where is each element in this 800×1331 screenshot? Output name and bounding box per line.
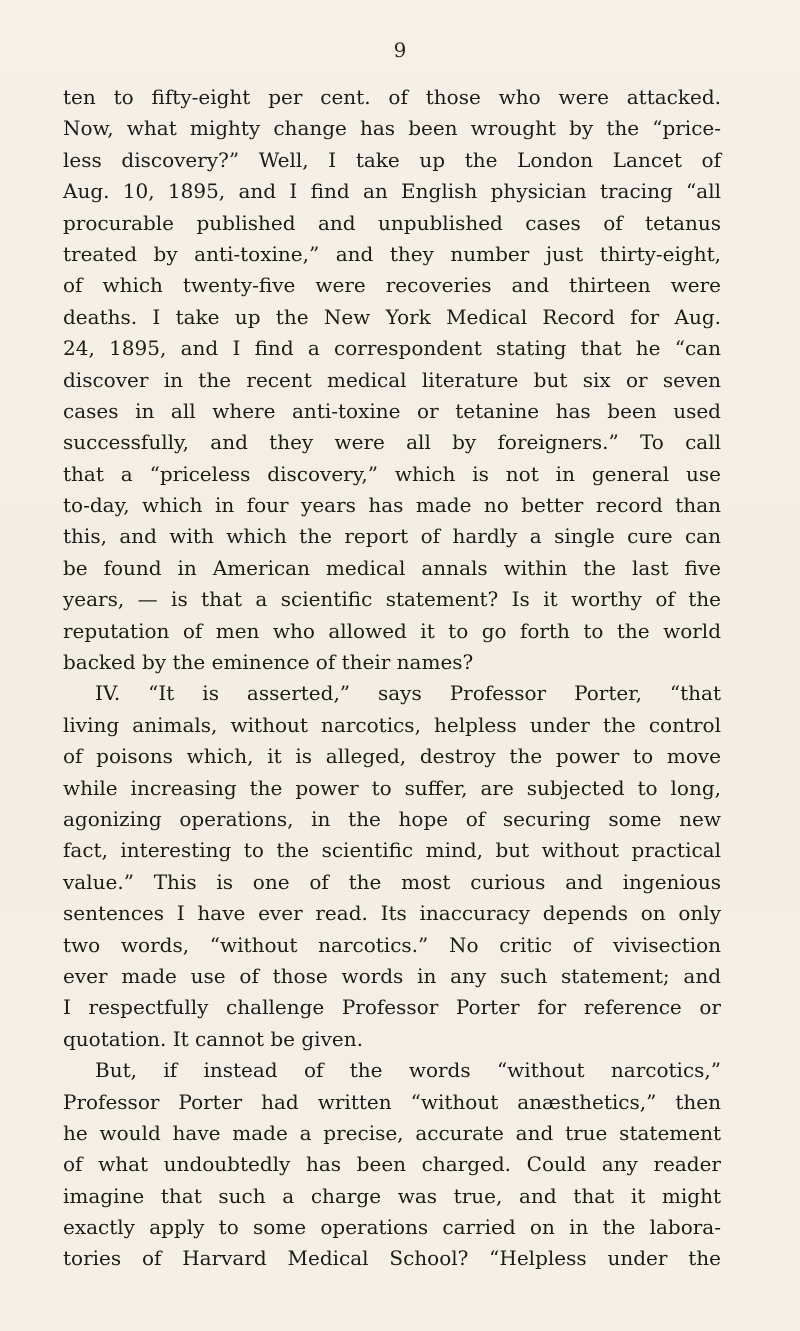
text-line: ever made use of those words in any such statement; and	[63, 963, 721, 988]
text-line: imagine that such a charge was true, and that it might	[63, 1183, 721, 1208]
text-line: agonizing operations, in the hope of securing some new	[63, 806, 721, 831]
text-line: Professor Porter had written “without anæsthetics,” then	[63, 1089, 721, 1114]
text-line: that a “priceless discovery,” which is not in general use	[63, 461, 721, 486]
text-line: two words, “without narcotics.” No critic of vivisection	[63, 932, 721, 957]
text-line: successfully, and they were all by foreigners.” To call	[63, 430, 721, 455]
body-text	[63, 82, 721, 1275]
text-line: living animals, without narcotics, helpless under the control	[63, 712, 721, 737]
text-line: Now, what mighty change has been wrought by the “price-	[63, 116, 721, 141]
text-line: fact, interesting to the scientific mind, but without practical	[63, 838, 721, 863]
text-line: he would have made a precise, accurate and true statement	[63, 1120, 721, 1145]
text-line: exactly apply to some operations carried on in the labora-	[63, 1215, 721, 1240]
text-line: sentences I have ever read. Its inaccuracy depends on only	[63, 901, 721, 926]
text-line: procurable published and unpublished cases of tetanus	[63, 210, 721, 235]
text-line: of what undoubtedly has been charged. Could any reader	[63, 1152, 721, 1177]
text-line: value.” This is one of the most curious and ingenious	[63, 869, 721, 894]
text-line: while increasing the power to suffer, are subjected to long,	[63, 775, 721, 800]
text-line: quotation. It cannot be given.	[63, 1026, 363, 1051]
text-line: backed by the eminence of their names?	[63, 650, 474, 675]
text-line: of poisons which, it is alleged, destroy the power to move	[63, 744, 721, 769]
text-line: deaths. I take up the New York Medical Record for Aug.	[63, 304, 721, 329]
text-line: IV. “It is asserted,” says Professor Porter, “that	[95, 681, 721, 706]
text-line: I respectfully challenge Professor Porter for reference or	[63, 995, 721, 1020]
page-number: 9	[393, 38, 407, 62]
text-line: reputation of men who allowed it to go forth to the world	[63, 618, 721, 643]
text-line: discover in the recent medical literature but six or seven	[63, 367, 721, 392]
text-line: less discovery?” Well, I take up the London Lancet of	[63, 147, 721, 172]
text-line: be found in American medical annals within the last five	[63, 555, 721, 580]
text-line: 24, 1895, and I find a correspondent stating that he “can	[63, 336, 721, 361]
text-line: of which twenty-five were recoveries and thirteen were	[63, 273, 721, 298]
text-line: years, — is that a scientific statement? Is it worthy of the	[63, 587, 721, 612]
text-line: But, if instead of the words “without narcotics,”	[95, 1058, 721, 1083]
text-line: ten to fifty-eight per cent. of those who were attacked.	[63, 85, 721, 109]
text-line: cases in all where anti-toxine or tetanine has been used	[63, 398, 721, 423]
text-line: tories of Harvard Medical School? “Helpless under the	[63, 1246, 721, 1271]
text-line: treated by anti-toxine,” and they number just thirty-eight,	[63, 241, 721, 266]
text-line: Aug. 10, 1895, and I find an English physician tracing “all	[63, 179, 721, 204]
text-line: this, and with which the report of hardly a single cure can	[63, 524, 721, 549]
text-line: to-day, which in four years has made no better record than	[63, 493, 721, 518]
